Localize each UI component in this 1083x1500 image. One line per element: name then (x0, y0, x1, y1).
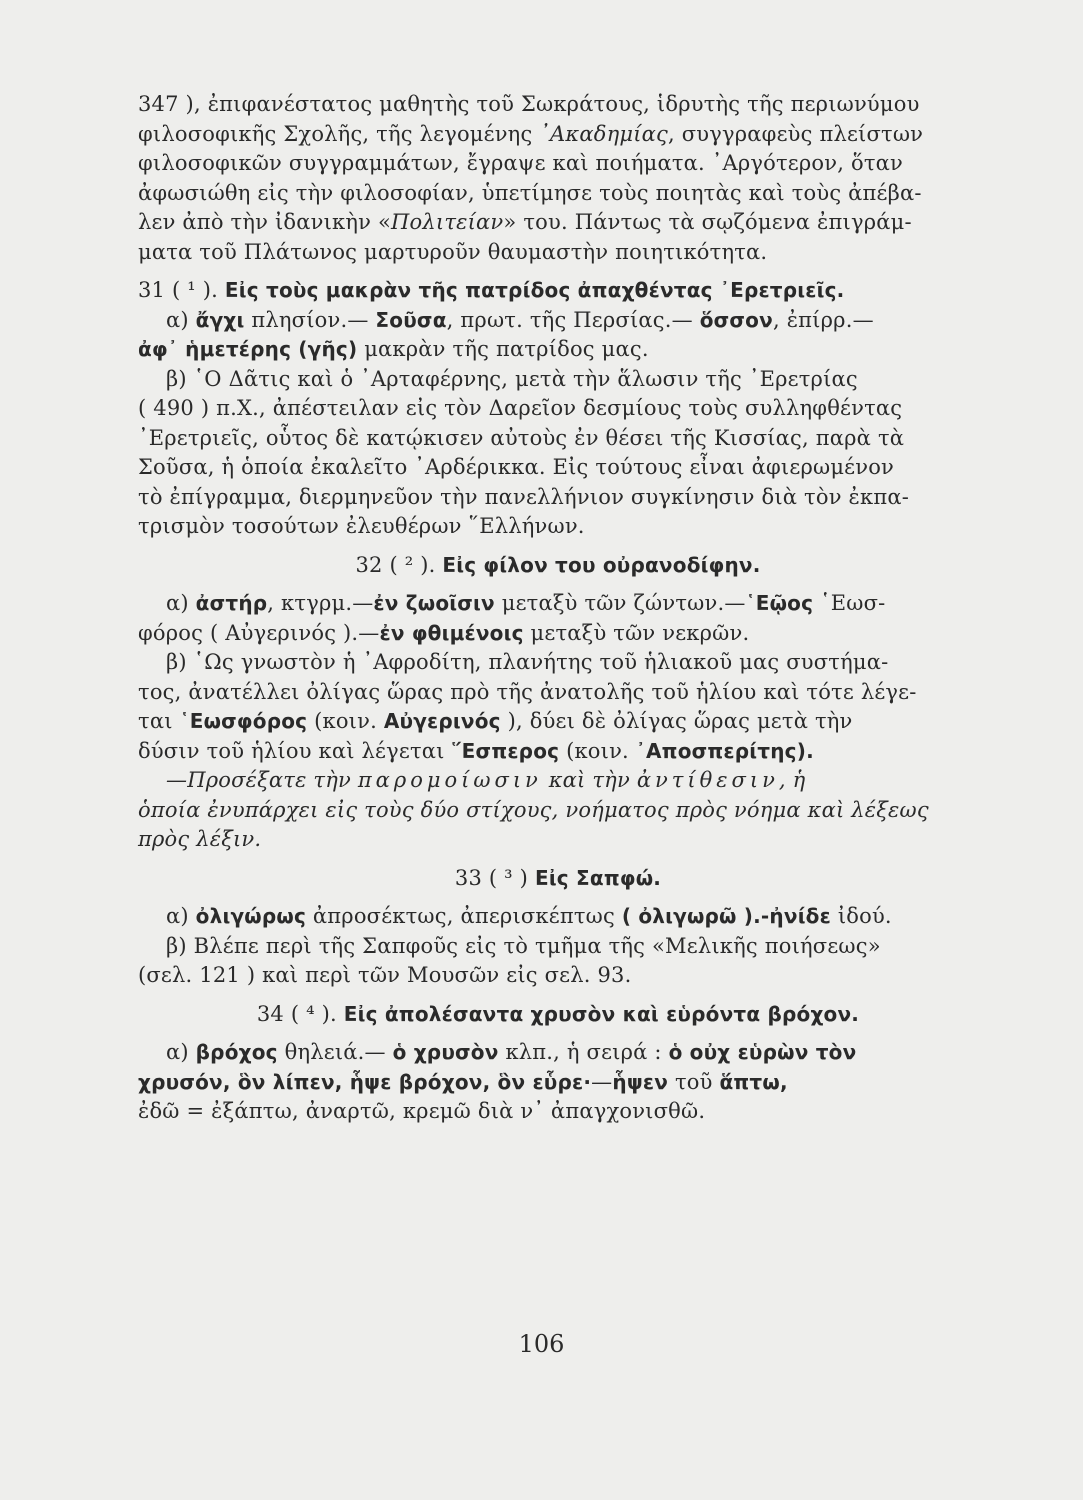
text-segment: , ἐπίρρ.— (772, 307, 874, 332)
bold-term: Εἰς Σαπφώ. (534, 865, 662, 890)
text-segment: — (591, 1069, 613, 1094)
bold-term: ( ὀλιγωρῶ ).-ἠνίδε (621, 904, 831, 928)
text-segment: μεταξὺ τῶν ζώντων.— (494, 591, 746, 615)
text-segment: 31 ( ¹ ). (138, 278, 225, 302)
text-segment: 33 ( ³ ) (454, 865, 535, 890)
text-segment: κλπ., ἡ σειρά : (498, 1040, 669, 1064)
text-line (138, 512, 978, 542)
text-line (138, 864, 978, 894)
italic-text: πρὸς λέξιν. (138, 827, 262, 851)
text-line (138, 648, 978, 678)
text-line (138, 276, 978, 306)
text-line (138, 365, 978, 395)
text-line (138, 589, 978, 619)
italic-text: , ἡ (778, 768, 806, 792)
text-line (138, 902, 978, 932)
bold-term: ἄγχι (195, 307, 245, 332)
text-line (138, 90, 978, 120)
text-line (138, 179, 978, 209)
line-gap (138, 855, 978, 864)
text-segment: , συγγραφεὺς πλείστων (667, 121, 924, 146)
bold-term: Εἰς φίλον του οὐρανοδίφην. (442, 552, 761, 577)
text-segment: φιλοσοφικῆς Σχολῆς, τῆς λεγομένης (138, 121, 540, 146)
text-segment: (σελ. 121 ) καὶ περὶ τῶν Μουσῶν εἰς σελ. 93. (138, 963, 632, 987)
text-line (138, 453, 978, 483)
text-segment: τος, ἀνατέλλει ὀλίγας ὥρας πρὸ τῆς ἀνατολῆς τοῦ ἡλίου καὶ τότε λέγε- (138, 679, 917, 704)
bold-term: ἅπτω, (719, 1069, 788, 1094)
text-line (138, 796, 978, 826)
text-segment: (κοιν. (307, 709, 384, 733)
text-line (138, 424, 978, 454)
bold-term: ὅσσον (699, 307, 773, 332)
text-segment: ἀφωσιώθη εἰς τὴν φιλοσοφίαν, ὑπετίμησε τοὺς ποιητὰς καὶ τοὺς ἀπέβα- (138, 180, 922, 205)
bold-term: ῞Εσπερος (451, 738, 560, 763)
text-line (138, 394, 978, 424)
text-segment: ( 490 ) π.Χ., ἀπέστειλαν εἰς τὸν Δαρεῖον δεσμίους τοὺς συλληφθέντας (138, 396, 903, 420)
text-segment: ῾Εωσ- (813, 591, 886, 615)
bold-term: Αὐγερινός (383, 709, 501, 733)
text-line (138, 678, 978, 708)
text-segment: ται (138, 709, 180, 733)
bold-term: Εἰς τοὺς μακρὰν τῆς πατρίδος ἀπαχθέντας ᾿Ερετριεῖς. (224, 278, 845, 302)
text-line (138, 1038, 978, 1068)
text-segment: β) ῾Ως γνωστὸν ἡ ᾿Αφροδίτη, πλανήτης τοῦ ἡλιακοῦ μας συστήμα- (166, 650, 889, 674)
text-line (138, 707, 978, 737)
text-segment: β) Βλέπε περὶ τῆς Σαπφοῦς εἰς τὸ τμῆμα τῆς «Μελικῆς ποιήσεως» (166, 933, 881, 958)
italic-text: ᾿Ακαδημίας (539, 121, 668, 146)
line-gap (138, 267, 978, 276)
bold-term: ῾Εωσφόρος (179, 709, 308, 733)
text-segment: τρισμὸν τοσούτων ἐλευθέρων ῞Ελλήνων. (138, 514, 585, 538)
bold-term: χρυσόν, ὃν λίπεν, ἧψε βρόχον, ὃν εὗρε· (138, 1069, 592, 1094)
text-line (138, 1068, 978, 1098)
bold-term: ἧψεν (612, 1069, 669, 1094)
text-segment: , πρωτ. τῆς Περσίας.— (446, 307, 700, 332)
line-gap (138, 580, 978, 589)
bold-term: ἐν φθιμένοις (379, 620, 524, 645)
italic-text: ὁποία ἐνυπάρχει εἰς τοὺς δύο στίχους, νοήματος πρὸς νόημα καὶ λέξεως (138, 797, 929, 822)
bold-term: ὀλιγώρως (195, 904, 307, 928)
text-segment: α) (166, 307, 196, 332)
text-segment: β) ῾Ο Δᾶτις καὶ ὁ ᾿Αρταφέρνης, μετὰ τὴν ἅλωσιν τῆς ᾿Ερετρίας (166, 366, 858, 391)
text-segment: μακρὰν τῆς πατρίδος μας. (357, 337, 649, 361)
italic-text: καὶ τὴν (541, 768, 637, 792)
text-segment: α) (166, 1040, 196, 1064)
text-segment: α) (166, 591, 196, 615)
text-line (138, 961, 978, 991)
italic-text: παρομοίωσιν (357, 768, 542, 792)
text-segment: θηλειά.— (277, 1040, 393, 1064)
text-segment: » του. Πάντως τὰ σῳζόμενα ἐπιγράμ- (503, 210, 912, 234)
bold-term: ἐν ζωοῖσιν (373, 591, 495, 615)
bold-term: ἀφ᾿ ἡμετέρης (γῆς) (138, 337, 358, 361)
text-segment: Σοῦσα, ἡ ὁποία ἐκαλεῖτο ᾿Αρδέρικκα. Εἰς τούτους εἶναι ἀφιερωμένον (138, 455, 895, 479)
text-segment: ματα τοῦ Πλάτωνος μαρτυροῦν θαυμαστὴν ποιητικότητα. (138, 239, 768, 264)
text-line (138, 149, 978, 179)
bold-term: ὁ οὐχ εὑρὼν τὸν (668, 1040, 857, 1064)
text-segment: φιλοσοφικῶν συγγραμμάτων, ἔγραψε καὶ ποιήματα. ᾿Αργότερον, ὅταν (138, 151, 904, 175)
text-segment: λεν ἀπὸ τὴν ἰδανικὴν « (138, 210, 392, 234)
bold-term: ἀστήρ (195, 591, 268, 615)
text-line (138, 619, 978, 649)
text-segment: 347 ), ἐπιφανέστατος μαθητὴς τοῦ Σωκράτους, ἱδρυτὴς τῆς περιωνύμου (138, 92, 920, 116)
text-line (138, 551, 978, 581)
bold-term: ᾿Αποσπερίτης). (635, 738, 814, 763)
line-gap (138, 1029, 978, 1038)
line-gap (138, 991, 978, 1000)
italic-text: ἀντίθεσιν (636, 768, 779, 792)
bold-term: Σοῦσα (375, 307, 447, 332)
text-segment: 34 ( ⁴ ). (256, 1001, 344, 1026)
bold-term: ὁ χρυσὸν (392, 1040, 499, 1064)
bold-term: Εἰς ἀπολέσαντα χρυσὸν καὶ εὑρόντα βρόχον. (343, 1001, 860, 1026)
text-segment: τὸ ἐπίγραμμα, διερμηνεῦον τὴν πανελλήνιον συγκίνησιν διὰ τὸν ἐκπα- (138, 484, 910, 509)
text-segment: δύσιν τοῦ ἡλίου καὶ λέγεται (138, 738, 452, 763)
italic-text: —Προσέξατε τὴν (166, 768, 358, 792)
text-segment: , κτγρμ.— (267, 591, 374, 615)
text-line (138, 208, 978, 238)
text-line (138, 932, 978, 962)
text-line (138, 335, 978, 365)
text-line (138, 1000, 978, 1030)
text-line (138, 238, 978, 268)
text-line (138, 1097, 978, 1127)
text-line (138, 483, 978, 513)
text-line (138, 766, 978, 796)
text-segment: (κοιν. (559, 738, 636, 763)
line-gap (138, 542, 978, 551)
italic-text: Πολιτείαν (391, 210, 504, 234)
text-segment: ἀπροσέκτως, ἀπερισκέπτως (306, 904, 622, 928)
text-segment: ἰδού. (830, 904, 892, 928)
text-segment: ἐδῶ = ἐξάπτω, ἀναρτῶ, κρεμῶ διὰ ν᾿ ἀπαγχονισθῶ. (138, 1099, 706, 1123)
text-segment: πλησίον.— (244, 307, 376, 332)
text-line (138, 120, 978, 150)
text-segment: ᾿Ερετριεῖς, οὗτος δὲ κατῴκισεν αὐτοὺς ἐν θέσει τῆς Κισσίας, παρὰ τὰ (138, 425, 905, 450)
text-segment: 32 ( ² ). (355, 552, 443, 577)
body-text (138, 90, 978, 1127)
text-segment: μεταξὺ τῶν νεκρῶν. (523, 620, 750, 645)
text-line (138, 825, 978, 855)
text-segment: α) (166, 904, 196, 928)
bold-term: ῾Εῷος (745, 591, 814, 615)
text-segment: ), δύει δὲ ὀλίγας ὥρας μετὰ τὴν (500, 709, 853, 733)
text-segment: τοῦ (668, 1069, 720, 1094)
text-segment: φόρος ( Αὐγερινός ).— (138, 620, 380, 645)
bold-term: βρόχος (195, 1040, 278, 1064)
text-line (138, 737, 978, 767)
text-line (138, 306, 978, 336)
line-gap (138, 893, 978, 902)
page-number: 106 (518, 1330, 565, 1358)
